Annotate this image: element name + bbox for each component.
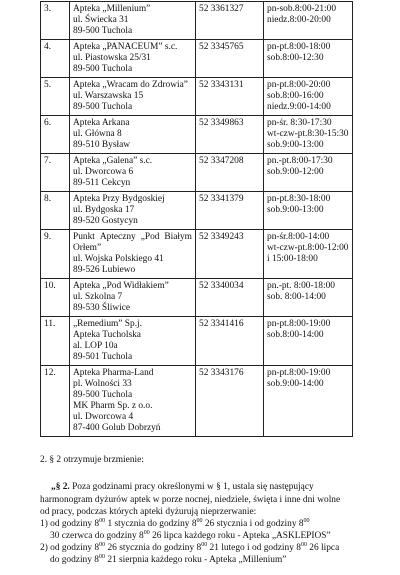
- address-line: 89-500 Tuchola: [73, 390, 133, 400]
- row-number-cell: [41, 2, 70, 40]
- address-line: 89-500 Tuchola: [73, 102, 133, 112]
- hours-line: pn-pt.8:00-18:00: [267, 42, 331, 52]
- opening-hours-cell: [264, 317, 353, 366]
- superscript-minutes: 00: [98, 554, 105, 560]
- hours-line: pn.-pt. 8:00-18:00: [267, 281, 335, 291]
- amendment-line: [40, 455, 360, 466]
- list-item-continuation: [40, 554, 360, 566]
- hours-line: sob. 8:00-14:00: [267, 292, 326, 302]
- row-number: 11.: [44, 319, 56, 329]
- list-item: [40, 518, 360, 530]
- address-line: ul. Warszawska 15: [73, 91, 144, 101]
- table-row: [41, 317, 353, 366]
- row-number-cell: [41, 40, 70, 78]
- phone-number: 52 3341379: [199, 194, 244, 204]
- row-number: 10.: [44, 281, 56, 291]
- table-row: [41, 116, 353, 154]
- section-mark: „§ 2.: [51, 482, 70, 492]
- address-line: 89-520 Gostycyn: [73, 216, 138, 226]
- word: Białym: [164, 232, 192, 242]
- opening-hours-cell: [264, 78, 353, 116]
- phone-number: 52 3347208: [199, 156, 244, 166]
- list-item-continuation: [40, 530, 360, 542]
- phone-number: 52 3349863: [199, 118, 244, 128]
- pharmacy-name-cell: [70, 230, 196, 279]
- row-number: 5.: [44, 80, 52, 90]
- pharmacy-name-cell: [70, 116, 196, 154]
- opening-hours-cell: [264, 230, 353, 279]
- phone-cell: [196, 2, 264, 40]
- table-row: [41, 192, 353, 230]
- pharmacy-name: Apteka Pharma-Land: [73, 368, 154, 378]
- table-row: [41, 78, 353, 116]
- row-number: 4.: [44, 42, 52, 52]
- phone-cell: [196, 317, 264, 366]
- opening-hours-cell: [264, 2, 353, 40]
- paragraph-line-1: [40, 481, 360, 494]
- pharmacy-name-cell: [70, 78, 196, 116]
- hours-line: pn-śr.8:00-14:00: [267, 232, 330, 242]
- pharmacy-name: Apteka „Galena” s.c.: [73, 156, 153, 166]
- superscript-minutes: 00: [300, 542, 307, 548]
- superscript-minutes: 00: [99, 542, 106, 548]
- text-segment: 21 lutego i od godziny 8: [207, 543, 301, 553]
- schedule-list: [40, 518, 360, 566]
- phone-cell: [196, 192, 264, 230]
- phone-number: 52 3343131: [199, 80, 244, 90]
- hours-line: pn.-pt.8:00-17:30: [267, 156, 333, 166]
- row-number-cell: [41, 230, 70, 279]
- hours-line: pn-śr. 8:30-17:30: [267, 118, 332, 128]
- table-row: [41, 230, 353, 279]
- row-number-cell: [41, 317, 70, 366]
- pharmacy-name: Apteka Przy Bydgoskiej: [73, 194, 165, 204]
- text-segment: od godziny 8: [50, 519, 100, 529]
- hours-line: sob.9:00-13:00: [267, 205, 324, 215]
- address-line: ul. Szkolna 7: [73, 292, 123, 302]
- address-line: Apteka Tucholska: [73, 330, 141, 340]
- superscript-minutes: 00: [143, 530, 150, 536]
- address-line: 89-500 Tuchola: [73, 64, 133, 74]
- table-row: [41, 2, 353, 40]
- text-segment: 26 stycznia i od godziny 8: [202, 519, 304, 529]
- text-segment: 26 lipca: [306, 543, 340, 553]
- address-line: ul. Piastowska 25/31: [73, 53, 151, 63]
- phone-cell: [196, 230, 264, 279]
- hours-line: pn-pt.8:00-19:00: [267, 368, 331, 378]
- phone-number: 52 3349243: [199, 232, 244, 242]
- opening-hours-cell: [264, 40, 353, 78]
- row-number-cell: [41, 192, 70, 230]
- hours-line: sob.9:00-14:00: [267, 379, 324, 389]
- superscript-minutes: 00: [201, 542, 208, 548]
- paragraph-line-3: od pracy, podczas których apteki dyżurują nieprzerwanie:: [40, 507, 257, 517]
- amendment-text: 2. § 2 otrzymuje brzmienie:: [40, 455, 144, 465]
- superscript-minutes: 00: [303, 518, 310, 524]
- hours-line: wt-czw-pt.8:30-15:30: [267, 129, 349, 139]
- pharmacy-name-cell: [70, 2, 196, 40]
- phone-cell: [196, 279, 264, 317]
- text-segment: 1 stycznia do godziny 8: [105, 519, 197, 529]
- pharmacy-name-cell: [70, 154, 196, 192]
- pharmacy-name: Apteka „Wracam do Zdrowia”: [73, 80, 188, 90]
- list-item-number: 2): [40, 543, 51, 553]
- address-line: Orłem”: [73, 243, 102, 253]
- row-number-cell: [41, 366, 70, 437]
- row-number: 6.: [44, 118, 52, 128]
- pharmacy-name: Apteka „Pod Widłakiem”: [73, 281, 169, 291]
- address-line: ul. Wojska Polskiego 41: [73, 254, 164, 264]
- superscript-minutes: 00: [99, 518, 106, 524]
- address-line: 89-500 Tuchola: [73, 26, 133, 36]
- row-number: 7.: [44, 156, 52, 166]
- text-segment: 26 stycznia do godziny 8: [105, 543, 202, 553]
- phone-cell: [196, 40, 264, 78]
- hours-line: sob.9:00-13:00: [267, 140, 324, 150]
- superscript-minutes: 00: [196, 518, 203, 524]
- address-line: ul. Główna 8: [73, 129, 122, 139]
- row-number-cell: [41, 279, 70, 317]
- phone-number: 52 3341416: [199, 319, 244, 329]
- address-line: ul. Bydgoska 17: [73, 205, 135, 215]
- hours-line: sob.8:00-12:30: [267, 53, 324, 63]
- list-item: [40, 542, 360, 554]
- phone-number: 52 3343176: [199, 368, 244, 378]
- phone-cell: [196, 154, 264, 192]
- row-number-cell: [41, 78, 70, 116]
- address-line: ul. Świecka 31: [73, 15, 129, 25]
- table-row: [41, 279, 353, 317]
- table-row: [41, 40, 353, 78]
- pharmacy-name-cell: [70, 366, 196, 437]
- address-line: ul. Dworcowa 4: [73, 412, 134, 422]
- hours-line: pn-sob.8:00-21:00: [267, 4, 337, 14]
- address-line: al. LOP 10a: [73, 341, 118, 351]
- paragraph-line-2: harmonogram dyżurów aptek w porze nocnej, niedziele, święta i inne dni wolne: [40, 494, 341, 505]
- phone-cell: [196, 78, 264, 116]
- text-segment: do godziny 8: [50, 555, 99, 565]
- hours-line: niedz.9:00-14:00: [267, 102, 331, 112]
- address-line: 89-526 Lubiewo: [73, 265, 136, 275]
- hours-line: pn-pt.8:00-19:00: [267, 319, 331, 329]
- hours-line: pn-pt.8:30-18:00: [267, 194, 331, 204]
- pharmacy-name: Apteka Arkana: [73, 118, 130, 128]
- address-line: 89-511 Cekcyn: [73, 178, 131, 188]
- address-line: pl. Wolności 33: [73, 379, 132, 389]
- hours-line: sob.9:00-12:00: [267, 167, 324, 177]
- word: „Pod: [140, 232, 160, 242]
- section-2-paragraph: [40, 481, 360, 519]
- address-line: 87-400 Golub Dobrzyń: [73, 423, 161, 433]
- text-segment: 21 sierpnia każdego roku - Apteka „Millenium”: [104, 555, 287, 565]
- opening-hours-cell: [264, 154, 353, 192]
- address-line: 89-510 Bysław: [73, 140, 131, 150]
- pharmacy-name: „Remedium” Sp.j.: [73, 319, 142, 329]
- hours-line: wt-czw-pt.8:00-12:00: [267, 243, 349, 253]
- row-number: 3.: [44, 4, 52, 14]
- row-number-cell: [41, 116, 70, 154]
- pharmacy-name: Apteka „Millenium”: [73, 4, 151, 14]
- table-row: [41, 366, 353, 437]
- hours-line: niedz.8:00-20:00: [267, 15, 331, 25]
- row-number: 8.: [44, 194, 52, 204]
- table-row: [41, 154, 353, 192]
- pharmacy-name-cell: [70, 317, 196, 366]
- pharmacy-name-cell: [70, 192, 196, 230]
- opening-hours-cell: [264, 279, 353, 317]
- phone-cell: [196, 116, 264, 154]
- opening-hours-cell: [264, 366, 353, 437]
- phone-number: 52 3345765: [199, 42, 244, 52]
- hours-line: pn-pt.8:00-20:00: [267, 80, 331, 90]
- phone-number: 52 3361327: [199, 4, 244, 14]
- phone-number: 52 3340034: [199, 281, 244, 291]
- text-segment: od godziny 8: [50, 543, 100, 553]
- opening-hours-cell: [264, 116, 353, 154]
- pharmacy-name: [73, 232, 192, 243]
- hours-line: sob.8:00-16:00: [267, 91, 324, 101]
- phone-cell: [196, 366, 264, 437]
- pharmacy-table: [40, 1, 353, 437]
- list-item-number: 1): [40, 519, 51, 529]
- row-number-cell: [41, 154, 70, 192]
- row-number: 12.: [44, 368, 56, 378]
- address-line: MK Pharm Sp. z o.o.: [73, 401, 153, 411]
- pharmacy-name-cell: [70, 279, 196, 317]
- paragraph-text-1: Poza godzinami pracy określonymi w § 1, ustala się następujący: [69, 482, 314, 492]
- pharmacy-name: Apteka „PANACEUM” s.c.: [73, 42, 178, 52]
- opening-hours-cell: [264, 192, 353, 230]
- address-line: ul. Dworcowa 6: [73, 167, 134, 177]
- row-number: 9.: [44, 232, 52, 242]
- word: Apteczny: [99, 232, 136, 242]
- address-line: 89-530 Śliwice: [73, 303, 131, 313]
- pharmacy-name-cell: [70, 40, 196, 78]
- text-segment: 26 lipca każdego roku - Apteka „ASKLEPIOS”: [149, 531, 331, 541]
- word: Punkt: [73, 232, 95, 242]
- text-segment: 30 czerwca do godziny 8: [50, 531, 144, 541]
- hours-line: i 15:00-18:00: [267, 254, 318, 264]
- hours-line: sob.8:00-14:00: [267, 330, 324, 340]
- address-line: 89-501 Tuchola: [73, 352, 133, 362]
